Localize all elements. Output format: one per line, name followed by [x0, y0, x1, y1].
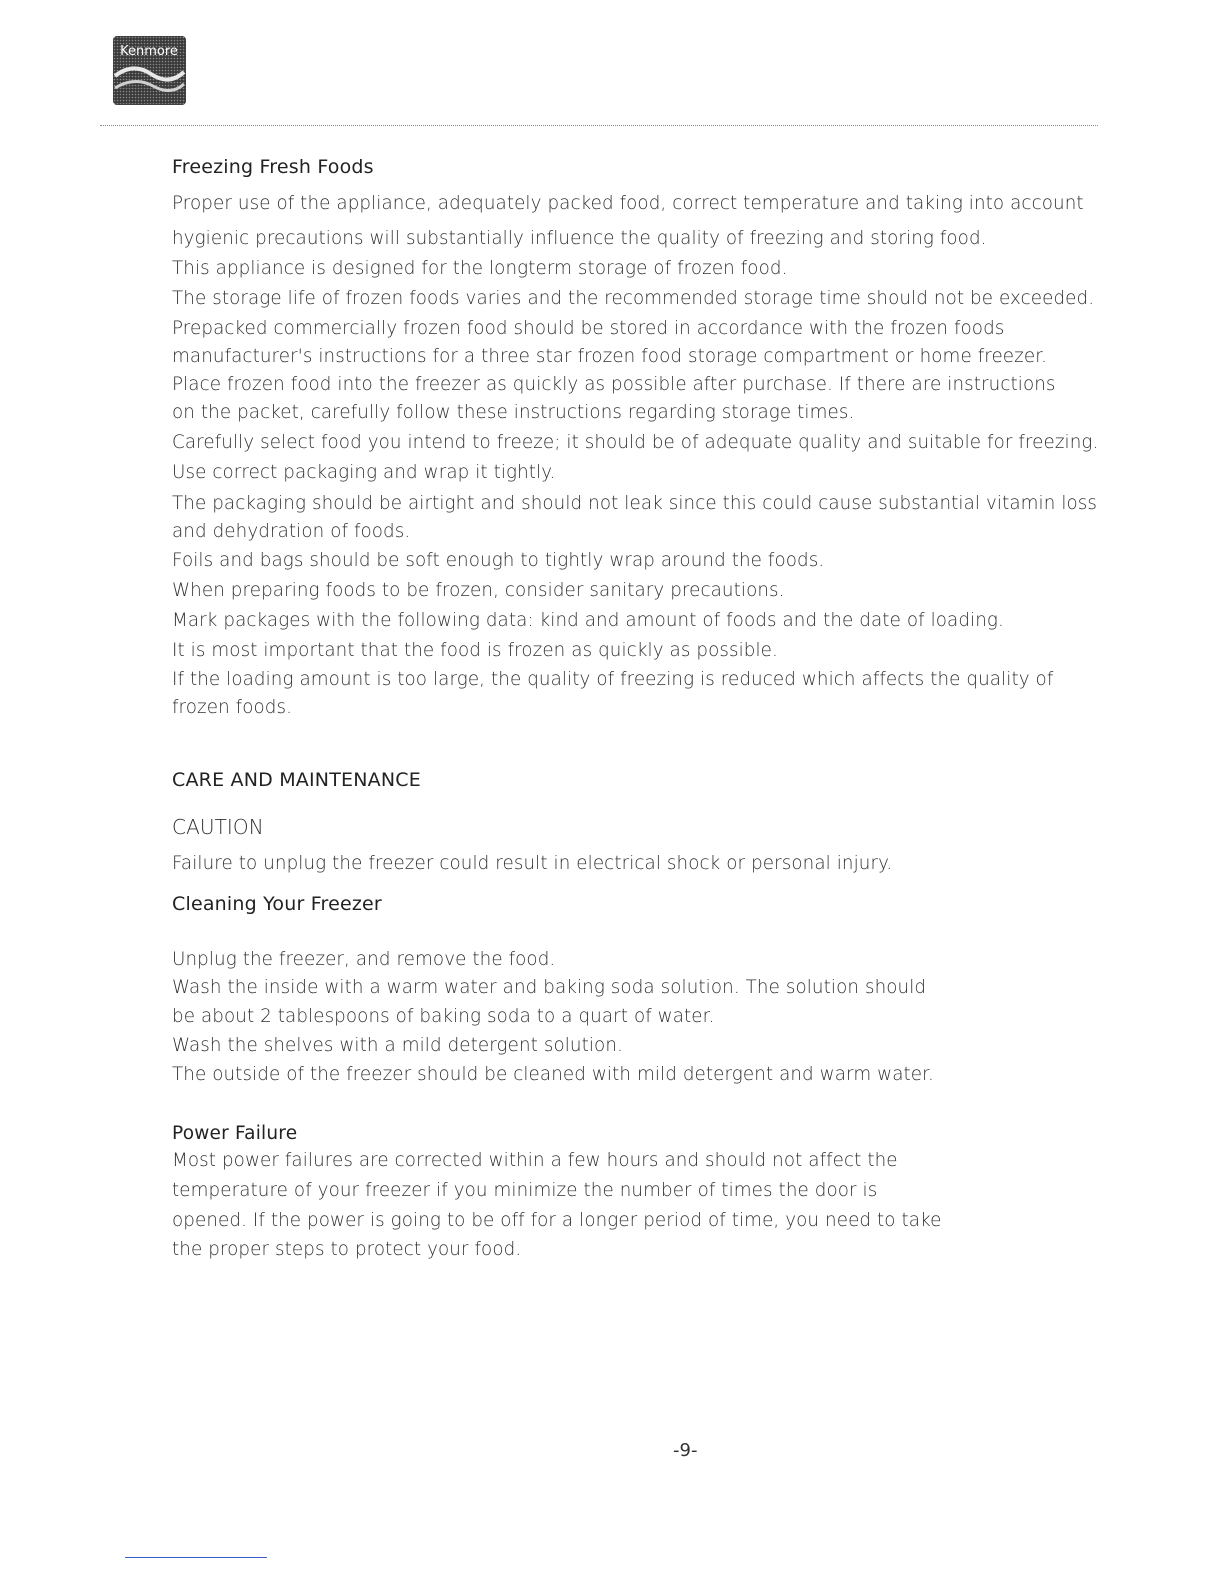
paragraph-line: Foils and bags should be soft enough to tightly wrap around the foods. [172, 550, 825, 571]
paragraph-line: Carefully select food you intend to freeze; it should be of adequate quality and suitable for freezing. [172, 432, 1099, 453]
paragraph-line: Prepacked commercially frozen food should be stored in accordance with the frozen foods [172, 318, 1005, 339]
paragraph-line: This appliance is designed for the longterm storage of frozen food. [172, 258, 788, 279]
kenmore-logo [113, 36, 186, 105]
paragraph-line: The packaging should be airtight and should not leak since this could cause substantial vitamin loss [172, 493, 1098, 514]
paragraph-line: The outside of the freezer should be cleaned with mild detergent and warm water. [172, 1064, 934, 1085]
paragraph-line: The storage life of frozen foods varies and the recommended storage time should not be exceeded. [172, 288, 1095, 309]
paragraph-line: Proper use of the appliance, adequately packed food, correct temperature and taking into account [172, 193, 1084, 214]
paragraph-line: Place frozen food into the freezer as quickly as possible after purchase. If there are instructions [172, 374, 1056, 395]
paragraph-line: manufacturer's instructions for a three star frozen food storage compartment or home freezer. [172, 346, 1048, 367]
paragraph-line: Most power failures are corrected within a few hours and should not affect the [172, 1150, 898, 1171]
paragraph-line: the proper steps to protect your food. [172, 1239, 522, 1260]
paragraph-line: on the packet, carefully follow these instructions regarding storage times. [172, 402, 855, 423]
paragraph-line: frozen foods. [172, 697, 293, 718]
paragraph-line: When preparing foods to be frozen, consider sanitary precautions. [172, 580, 785, 601]
paragraph-line: Unplug the freezer, and remove the food. [172, 949, 556, 970]
paragraph-line: Mark packages with the following data: kind and amount of foods and the date of loading. [172, 610, 1004, 631]
paragraph-line: Wash the shelves with a mild detergent solution. [172, 1035, 623, 1056]
heading-freezing-fresh-foods: Freezing Fresh Foods [172, 156, 374, 178]
heading-care-and-maintenance: CARE AND MAINTENANCE [172, 769, 421, 791]
paragraph-line: If the loading amount is too large, the quality of freezing is reduced which affects the quality of [172, 669, 1054, 690]
page-number: -9- [673, 1440, 698, 1461]
paragraph-line: hygienic precautions will substantially influence the quality of freezing and storing food. [172, 228, 987, 249]
paragraph-line: and dehydration of foods. [172, 521, 411, 542]
caution-text: Failure to unplug the freezer could result in electrical shock or personal injury. [172, 853, 893, 874]
heading-power-failure: Power Failure [172, 1123, 298, 1144]
heading-cleaning-your-freezer: Cleaning Your Freezer [172, 893, 382, 915]
paragraph-line: It is most important that the food is frozen as quickly as possible. [172, 640, 778, 661]
paragraph-line: Use correct packaging and wrap it tightly. [172, 462, 556, 483]
footer-rule [125, 1557, 267, 1558]
paragraph-line: temperature of your freezer if you minimize the number of times the door is [172, 1180, 878, 1201]
logo-text: Kenmore [120, 44, 178, 59]
paragraph-line: Wash the inside with a warm water and baking soda solution. The solution should [172, 977, 927, 998]
caution-label: CAUTION [172, 815, 264, 839]
paragraph-line: opened. If the power is going to be off for a longer period of time, you need to take [172, 1210, 942, 1231]
header-divider [100, 125, 1098, 126]
paragraph-line: be about 2 tablespoons of baking soda to a quart of water. [172, 1006, 715, 1027]
